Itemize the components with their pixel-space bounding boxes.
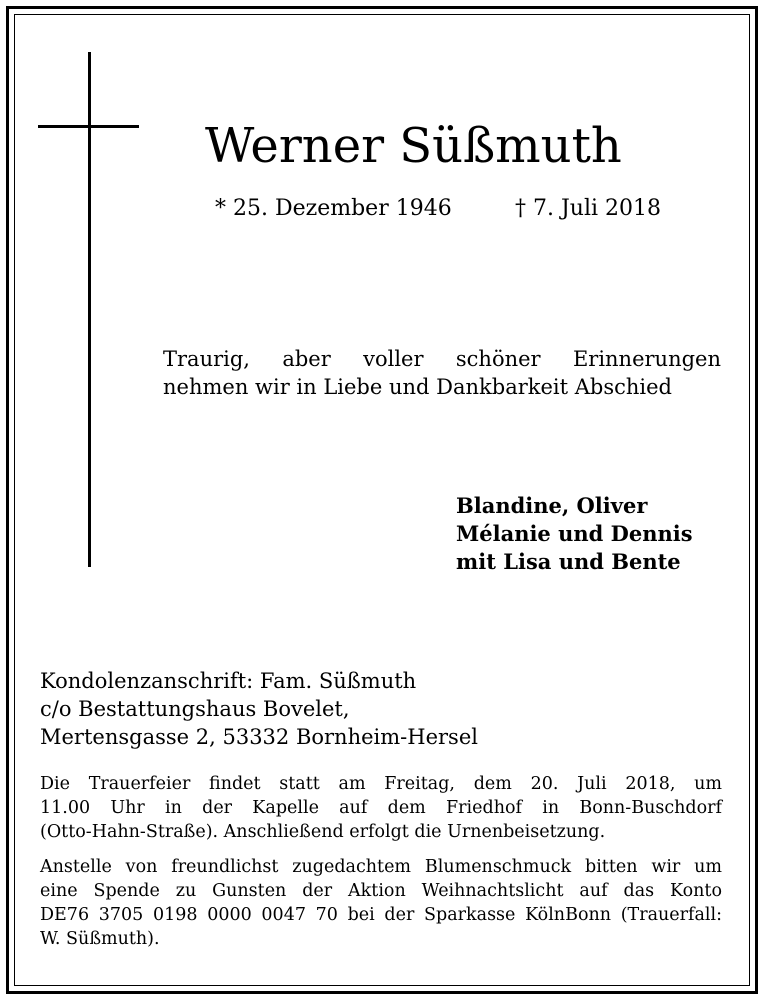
- mourner-line: Blandine, Oliver: [456, 493, 648, 518]
- mourner-line: Mélanie und Dennis: [456, 521, 693, 546]
- address-line: Kondolenzanschrift: Fam. Süßmuth: [40, 669, 417, 693]
- funeral-line: Die Trauerfeier findet statt am Freitag, dem 20. Juli 2018, um: [40, 774, 722, 794]
- farewell-line: Traurig, aber voller schöner Erinnerungen: [163, 347, 721, 371]
- funeral-line: 11.00 Uhr in der Kapelle auf dem Friedhof in Bonn-Buschdorf: [40, 798, 722, 818]
- donation-line: eine Spende zu Gunsten der Aktion Weihnachtslicht auf das Konto: [40, 881, 722, 901]
- donation-line: W. Süßmuth).: [40, 929, 160, 949]
- address-line: Mertensgasse 2, 53332 Bornheim-Hersel: [40, 725, 478, 749]
- death-date: † 7. Juli 2018: [515, 196, 662, 221]
- mourner-line: mit Lisa und Bente: [456, 549, 681, 574]
- funeral-line: (Otto-Hahn-Straße). Anschließend erfolgt die Urnenbeisetzung.: [40, 822, 606, 842]
- funeral-info: [40, 772, 722, 844]
- farewell-text: [163, 345, 721, 401]
- life-dates: [215, 196, 662, 221]
- farewell-line: nehmen wir in Liebe und Dankbarkeit Abschied: [163, 375, 672, 399]
- mourners-list: [456, 492, 693, 576]
- cross-horizontal-bar: [38, 125, 139, 128]
- condolence-address: [40, 667, 478, 751]
- donation-line: DE76 3705 0198 0000 0047 70 bei der Sparkasse KölnBonn (Trauerfall:: [40, 905, 722, 925]
- address-line: c/o Bestattungshaus Bovelet,: [40, 697, 350, 721]
- deceased-name: Werner Süßmuth: [205, 118, 622, 174]
- donation-line: Anstelle von freundlichst zugedachtem Blumenschmuck bitten wir um: [40, 857, 722, 877]
- birth-date: * 25. Dezember 1946: [215, 196, 452, 221]
- donation-info: [40, 855, 722, 951]
- cross-vertical-bar: [88, 52, 91, 567]
